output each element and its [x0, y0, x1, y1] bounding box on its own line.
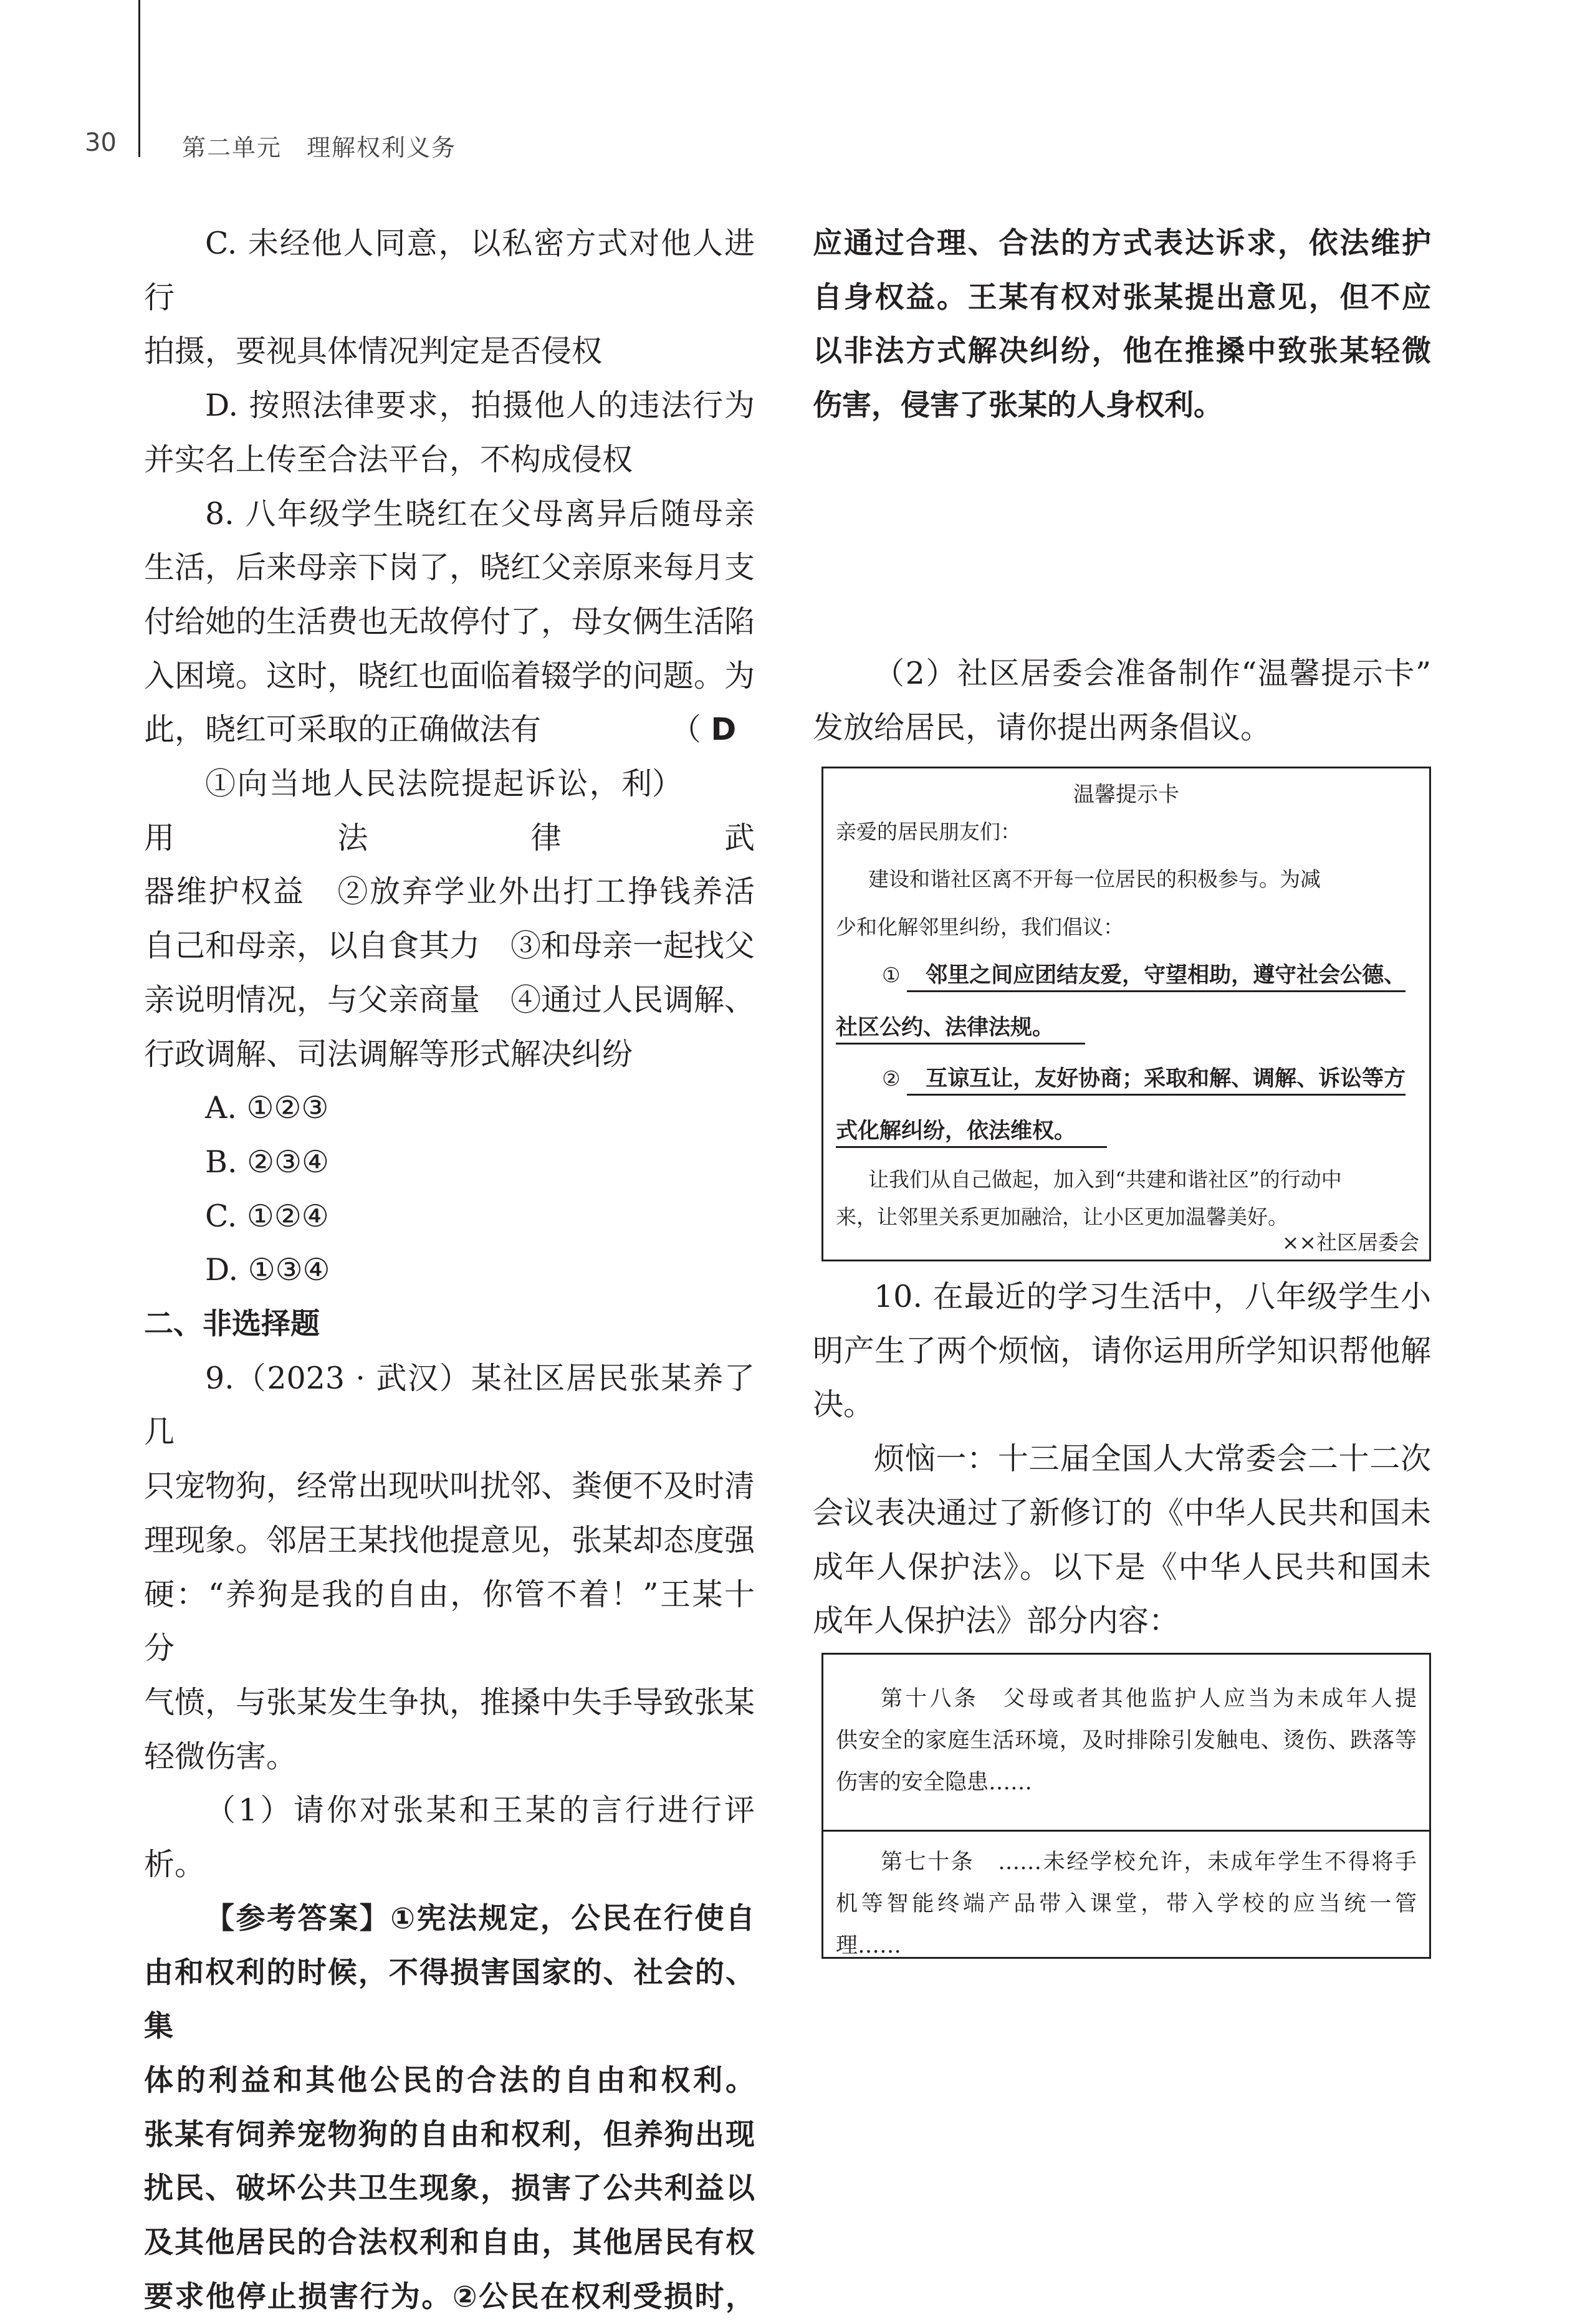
article-70: [823, 1842, 1429, 1967]
q7-option-d-line2: 并实名上传至合法平台，不构成侵权: [144, 441, 633, 477]
tip-card-signature: ××社区居委会: [1281, 1230, 1419, 1255]
q9-sub1: （1）请你对张某和王某的言行进行评析。: [144, 1792, 755, 1883]
q9-stem-line: 气愤，与张某发生争执，推搡中失手导致张某: [144, 1684, 755, 1720]
item1-answer-line2: 社区公约、法律法规。: [836, 1015, 1085, 1045]
q8-stem-line: 生活，后来母亲下岗了，晓红父亲原来每月支: [144, 550, 755, 586]
tip-card-closing-line: 让我们从自己做起，加入到“共建和谐社区”的行动中: [868, 1167, 1342, 1192]
q9-sub2-line: （2）社区居委会准备制作“温馨提示卡”: [874, 656, 1431, 691]
worry1-line: 会议表决通过了新修订的《中华人民共和国未: [813, 1494, 1431, 1531]
q9-stem-line: 硬：“养狗是我的自由，你管不着！”王某十分: [144, 1576, 755, 1666]
q9-answer-line: 及其他居民的合法权利和自由，其他居民有权: [144, 2226, 755, 2260]
q9-answer-line: 由和权利的时候，不得损害国家的、社会的、集: [144, 1955, 755, 2044]
q9-sub2-block: [813, 647, 1431, 755]
q8-option-a: A. ①②③: [205, 1090, 329, 1126]
q9-sub2-line: 发放给居民，请你提出两条倡议。: [813, 709, 1272, 745]
q8-option-d: D. ①③④: [205, 1252, 330, 1288]
header-rule: [138, 0, 140, 157]
worry1-line: 成年人保护法》。以下是《中华人民共和国未: [813, 1549, 1431, 1585]
q8-option-b: B. ②③④: [205, 1144, 329, 1180]
article-70-line: 第七十条 ……未经学校允许，未成年学生不得将手: [881, 1850, 1417, 1875]
article-70-line: 理……: [836, 1933, 902, 1958]
answer-bracket: （ D ）: [652, 712, 737, 802]
item1-number: ①: [882, 963, 901, 987]
q9-answer-line: 张某有饲养宠物狗的自由和权利，但养狗出现: [144, 2117, 755, 2152]
q8-stem-tail: 此，晓红可采取的正确做法有: [144, 712, 542, 748]
q9-answer-line: 扰民、破坏公共卫生现象，损害了公共利益以: [144, 2171, 755, 2206]
tip-card-title: 温馨提示卡: [1073, 782, 1179, 807]
worry1-line: 成年人保护法》部分内容：: [813, 1603, 1180, 1639]
article-18-line: 第十八条 父母或者其他监护人应当为未成年人提: [881, 1686, 1417, 1711]
unit-title: 理解权利义务: [307, 134, 457, 161]
q9-stem-line: 轻微伤害。: [144, 1738, 297, 1774]
item2-answer-line1: 互谅互让，友好协商；采取和解、调解、诉讼等方: [907, 1066, 1406, 1096]
item2-number: ②: [882, 1066, 901, 1091]
tip-card-item2-line: [882, 1061, 1417, 1093]
tip-card-intro-line: 建设和谐社区离不开每一位居民的积极参与。为减: [868, 867, 1321, 891]
article-70-line: 机等智能终端产品带入课堂，带入学校的应当统一管: [836, 1891, 1417, 1916]
q8-item-line: 自己和母亲，以自食其力 ③和母亲一起找父: [144, 928, 755, 964]
q10-stem-line: 明产生了两个烦恼，请你运用所学知识帮他解: [813, 1332, 1431, 1369]
q10-stem-line: 决。: [813, 1387, 874, 1423]
q9-stem-line: 只宠物狗，经常出现吠叫扰邻、粪便不及时清: [144, 1468, 755, 1504]
table-divider: [823, 1830, 1429, 1832]
q8-stem-line: 付给她的生活费也无故停付了，母女俩生活陷: [144, 603, 755, 639]
q9-answer-cont-line: 以非法方式解决纠纷，他在推搡中致张某轻微: [813, 334, 1431, 369]
tip-card-greeting: 亲爱的居民朋友们：: [836, 820, 1021, 844]
right-answer-block: [813, 217, 1431, 433]
q8-item-line: ①向当地人民法院提起诉讼，利用法律武: [144, 766, 755, 856]
q7-option-c-line1: C. 未经他人同意，以私密方式对他人进行: [144, 226, 755, 315]
q8-stem-line: [144, 703, 755, 802]
q7-option-c-line2: 拍摄，要视具体情况判定是否侵权: [144, 333, 603, 370]
q8-stem-line: 8. 八年级学生晓红在父母离异后随母亲: [205, 495, 755, 532]
q9-answer-cont-line: 应通过合理、合法的方式表达诉求，依法维护: [813, 226, 1431, 261]
tip-card-intro-line: 少和化解邻里纠纷，我们倡议：: [836, 915, 1124, 939]
article-18-line: 伤害的安全隐患……: [836, 1770, 1033, 1795]
q8-item-line: 行政调解、司法调解等形式解决纠纷: [144, 1036, 633, 1072]
tip-card-item1-line: [836, 1010, 1417, 1041]
q9-answer-line: 体的利益和其他公民的合法的自由和权利。: [144, 2063, 755, 2098]
q8-item-line: 亲说明情况，与父亲商量 ④通过人民调解、: [144, 982, 755, 1018]
article-18: [823, 1678, 1429, 1804]
q9-answer-line: 要求他停止损害行为。②公民在权利受损时，: [144, 2279, 755, 2314]
q9-stem-line: 理现象。邻居王某找他提意见，张某却态度强: [144, 1522, 755, 1558]
section-title: 二、非选择题: [144, 1307, 320, 1342]
q8-option-c: C. ①②④: [205, 1198, 329, 1234]
page-number: 30: [85, 128, 117, 157]
q9-stem-line: 9.（2023 · 武汉）某社区居民张某养了几: [144, 1360, 755, 1450]
worry1-line: 烦恼一：十三届全国人大常委会二十二次: [874, 1441, 1431, 1477]
q9-answer-line: 【参考答案】①宪法规定，公民在行使自: [205, 1901, 755, 1936]
q9-answer-cont-line: 伤害，侵害了张某的人身权利。: [813, 388, 1223, 423]
q10-block: [813, 1270, 1431, 1648]
item2-answer-line2: 式化解纠纷，依法维权。: [836, 1119, 1107, 1148]
tip-card-item1-line: [882, 958, 1417, 989]
q9-answer-cont-line: 自身权益。王某有权对张某提出意见，但不应: [813, 280, 1431, 315]
tip-card: [821, 767, 1431, 1261]
left-column: [144, 217, 755, 2324]
tip-card-item2-line: [836, 1114, 1417, 1145]
q8-stem-line: 入困境。这时，晓红也面临着辍学的问题。为: [144, 658, 755, 694]
q10-stem-line: 10. 在最近的学习生活中，八年级学生小: [874, 1279, 1431, 1314]
item1-answer-line1: 邻里之间应团结友爱，守望相助，遵守社会公德、: [907, 963, 1406, 992]
law-excerpt-box: [821, 1653, 1431, 1959]
unit-label: 第二单元: [182, 134, 282, 161]
q8-answer: D: [711, 712, 737, 748]
q7-option-d-line1: D. 按照法律要求，拍摄他人的违法行为: [205, 388, 755, 424]
q8-item-line: 器维护权益 ②放弃学业外出打工挣钱养活: [144, 874, 755, 910]
article-18-line: 供安全的家庭生活环境，及时排除引发触电、烫伤、跌落等: [836, 1728, 1417, 1753]
tip-card-closing-line: 来，让邻里关系更加融洽，让小区更加温馨美好。: [836, 1205, 1288, 1229]
running-header: [182, 128, 481, 163]
